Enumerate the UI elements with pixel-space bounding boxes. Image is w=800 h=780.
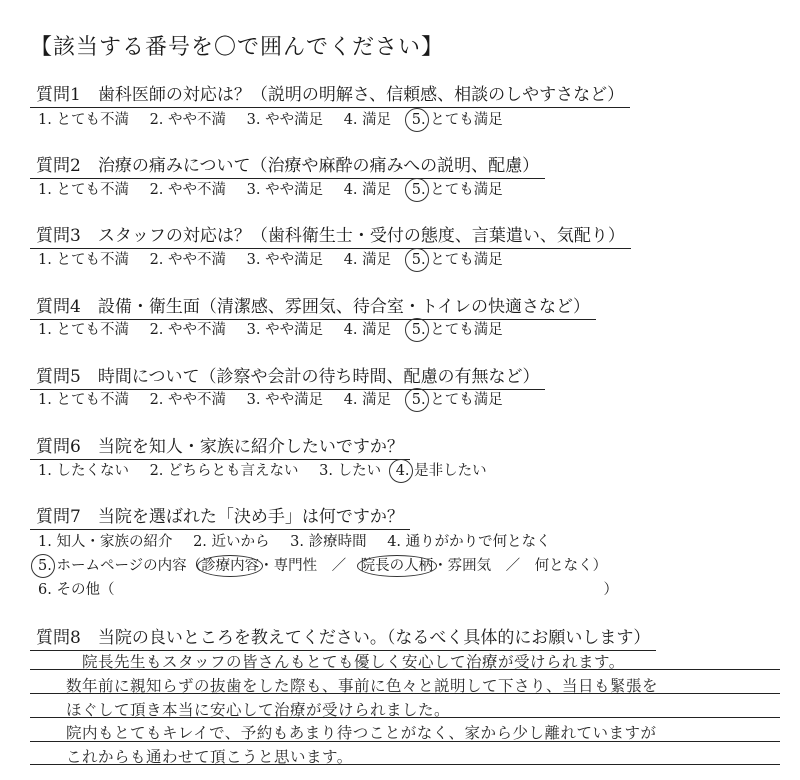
option-3[interactable]: 3. したい (319, 463, 382, 479)
option-5-circled[interactable]: 5. (411, 182, 426, 198)
option-4[interactable]: 4. 満足 (343, 322, 392, 338)
option-2[interactable]: 2. やや不満 (149, 182, 227, 198)
option-5-tail: ・雰囲気 ／ 何となく） (433, 558, 608, 574)
question-5-options (38, 388, 519, 409)
handwritten-answer-line-5: これからも通わせて頂こうと思います。 (66, 748, 353, 766)
option-4[interactable]: 4. 満足 (343, 112, 392, 128)
option-4-circled[interactable]: 4. (395, 463, 410, 479)
option-3[interactable]: 3. やや満足 (246, 322, 324, 338)
question-8-title: 質問8 当院の良いところを教えてください。（なるべく具体的にお願いします） (30, 623, 656, 651)
question-2-options (38, 178, 519, 199)
option-5-circled[interactable]: 5. (411, 112, 426, 128)
handwritten-answer-line-3: ほぐして頂き本当に安心して治療が受けられました。 (66, 701, 451, 719)
option-5-label: とても満足 (430, 112, 503, 128)
option-1[interactable]: 1. とても不満 (38, 392, 129, 408)
option-2[interactable]: 2. 近いから (193, 534, 270, 550)
option-3[interactable]: 3. やや満足 (246, 182, 324, 198)
option-5-label: ホームページの内容（ (56, 558, 202, 574)
option-2[interactable]: 2. やや不満 (149, 252, 227, 268)
question-7-title: 質問7 当院を選ばれた「決め手」は何ですか？ (30, 502, 410, 530)
circled-director-personality: 院長の人柄 (360, 558, 434, 574)
circled-treatment-content: 診療内容 (201, 558, 260, 574)
question-3-title: 質問3 スタッフの対応は？（歯科衛生士・受付の態度、言葉遣い、気配り） (30, 221, 631, 249)
option-5-circled[interactable]: 5. (411, 392, 426, 408)
option-5-label: とても満足 (430, 392, 503, 408)
option-3[interactable]: 3. やや満足 (246, 112, 324, 128)
question-7-options-row-1 (38, 530, 567, 551)
question-4-title: 質問4 設備・衛生面（清潔感、雰囲気、待合室・トイレの快適さなど） (30, 292, 596, 320)
question-3-options (38, 248, 519, 269)
option-5-label: とても満足 (430, 252, 503, 268)
option-5-circled[interactable]: 5. (38, 558, 52, 574)
question-5-title: 質問5 時間について（診察や会計の待ち時間、配慮の有無など） (30, 362, 545, 390)
question-1-options (38, 108, 519, 129)
question-1-title: 質問1 歯科医師の対応は？（説明の明解さ、信頼感、相談のしやすさなど） (30, 80, 630, 108)
question-7-options-row-2 (38, 554, 607, 575)
option-1[interactable]: 1. とても不満 (38, 322, 129, 338)
question-2-title: 質問2 治療の痛みについて（治療や麻酔の痛みへの説明、配慮） (30, 151, 545, 179)
option-4-label: 是非したい (414, 463, 487, 479)
option-4[interactable]: 4. 通りがかりで何となく (387, 534, 551, 550)
question-6-options (38, 459, 503, 480)
option-3[interactable]: 3. やや満足 (246, 252, 324, 268)
option-1[interactable]: 1. とても不満 (38, 112, 129, 128)
handwritten-answer-line-4: 院内もとてもキレイで、予約もあまり待つことがなく、家から少し離れていますが (66, 724, 657, 742)
form-title: 【該当する番号を〇で囲んでください】 (30, 35, 445, 60)
option-3[interactable]: 3. 診療時間 (290, 534, 367, 550)
option-5-circled[interactable]: 5. (411, 322, 426, 338)
question-7-options-row-3 (38, 578, 618, 599)
option-5-label: とても満足 (430, 322, 503, 338)
option-5-circled[interactable]: 5. (411, 252, 426, 268)
handwritten-answer-line-2: 数年前に親知らずの抜歯をした際も、事前に色々と説明して下さり、当日も緊張を (66, 677, 659, 695)
option-2[interactable]: 2. やや不満 (149, 392, 227, 408)
question-6-title: 質問6 当院を知人・家族に紹介したいですか？ (30, 432, 410, 460)
option-2[interactable]: 2. やや不満 (149, 112, 227, 128)
option-1[interactable]: 1. 知人・家族の紹介 (38, 534, 173, 550)
option-4[interactable]: 4. 満足 (343, 252, 392, 268)
option-5-mid: ・専門性 ／ (259, 558, 361, 574)
handwritten-answer-line-1: 院長先生もスタッフの皆さんもとても優しく安心して治療が受けられます。 (82, 653, 625, 671)
question-4-options (38, 318, 519, 339)
option-3[interactable]: 3. やや満足 (246, 392, 324, 408)
option-1[interactable]: 1. したくない (38, 463, 129, 479)
option-6-close-paren: ） (603, 582, 618, 598)
option-1[interactable]: 1. とても不満 (38, 182, 129, 198)
option-4[interactable]: 4. 満足 (343, 392, 392, 408)
option-5-label: とても満足 (430, 182, 503, 198)
option-6-label[interactable]: 6. その他（ (38, 582, 115, 598)
option-4[interactable]: 4. 満足 (343, 182, 392, 198)
option-2[interactable]: 2. やや不満 (149, 322, 227, 338)
option-2[interactable]: 2. どちらとも言えない (149, 463, 299, 479)
option-1[interactable]: 1. とても不満 (38, 252, 129, 268)
